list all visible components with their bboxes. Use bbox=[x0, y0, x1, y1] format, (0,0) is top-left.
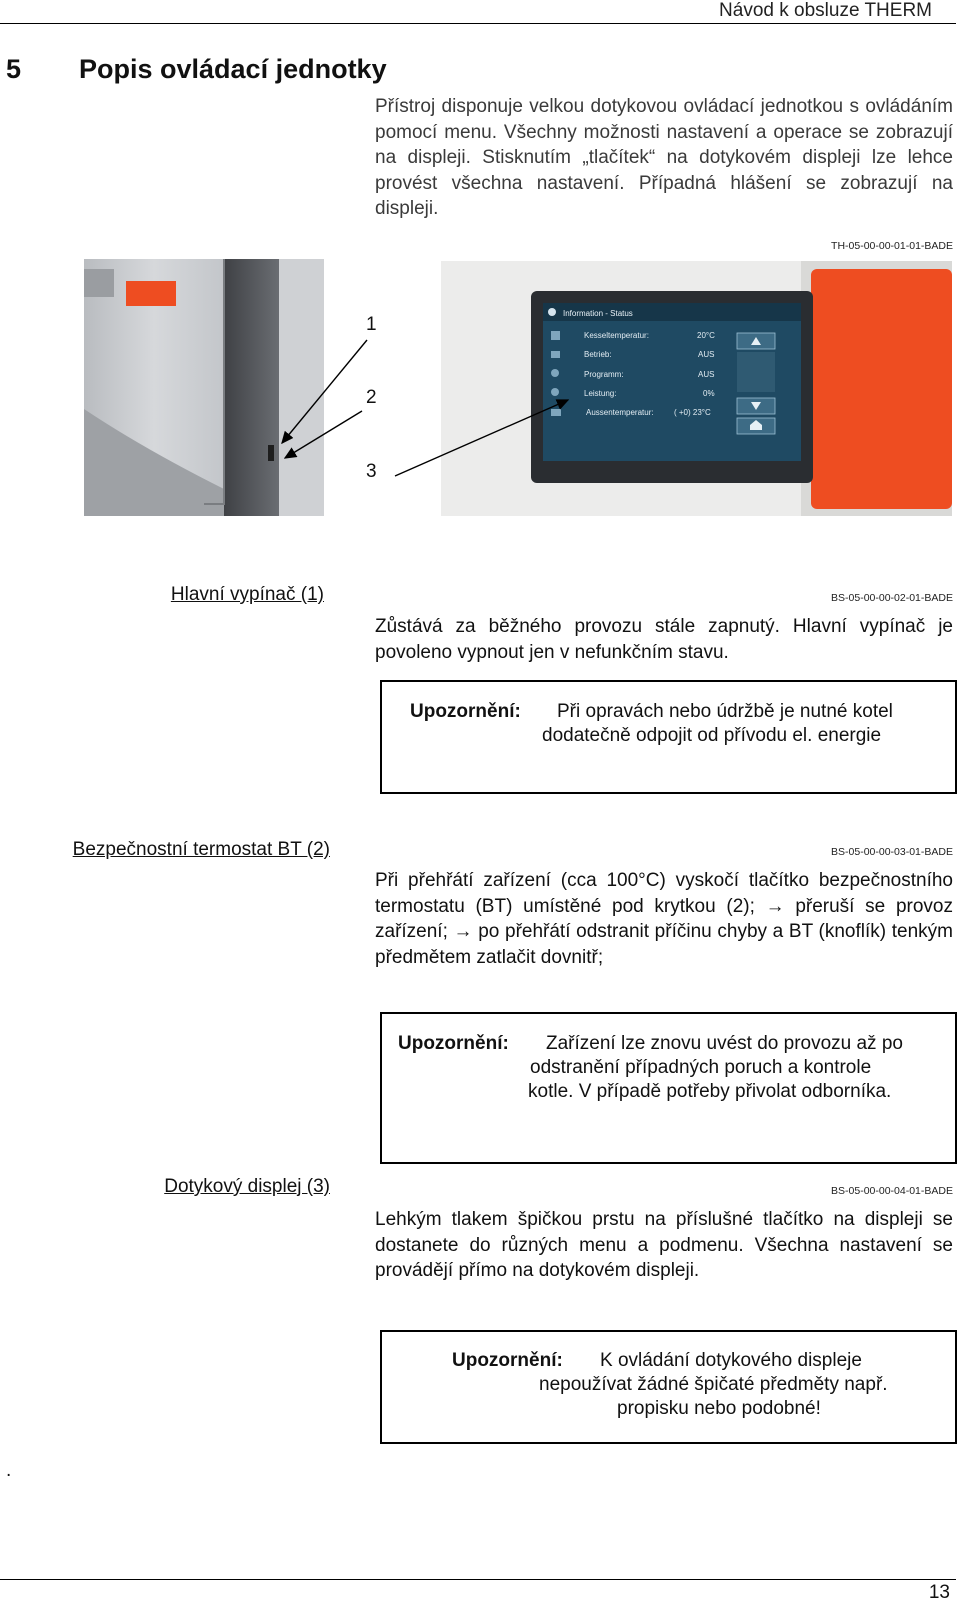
thermostat-note bbox=[380, 1012, 957, 1164]
screen-row-value: 0% bbox=[703, 389, 715, 398]
thermostat-code: BS-05-00-00-03-01-BADE bbox=[831, 846, 953, 858]
note-label: Upozornění: bbox=[452, 1350, 563, 1371]
note-text: K ovládání dotykového displeje bbox=[600, 1350, 862, 1371]
screen-row-value: 20°C bbox=[697, 331, 715, 340]
screen-row-value: ( +0) 23°C bbox=[674, 408, 711, 417]
screen-row-label: Programm: bbox=[584, 370, 624, 379]
main-switch-text: Zůstává za běžného provozu stále zapnutý. Hlavní vypínač je povoleno vypnout jen v nefunkčním stavu. bbox=[375, 616, 953, 663]
screen-row-value: AUS bbox=[698, 350, 715, 359]
note-text: nepoužívat žádné špičaté předměty např. bbox=[539, 1374, 888, 1395]
section-number: 5 bbox=[6, 54, 22, 84]
figure-code: TH-05-00-00-01-01-BADE bbox=[831, 240, 953, 252]
section-title: Popis ovládací jednotky bbox=[79, 54, 387, 84]
callout-number: 2 bbox=[366, 387, 377, 408]
arrow-to-display bbox=[395, 400, 568, 476]
intro-paragraph: Přístroj disponuje velkou dotykovou ovládací jednotkou s ovládáním pomocí menu. Všechny možnosti nastavení a operace se zobrazují na displeji. Stisknutím „tlačítek“ na dotykovém displeji lze lehce provést všechna nastavení. Případná hlášení se zobrazují na displeji. bbox=[375, 96, 953, 219]
screen-row-label: Betrieb: bbox=[584, 350, 612, 359]
note-label: Upozornění: bbox=[398, 1033, 509, 1054]
callout-number: 3 bbox=[366, 461, 377, 482]
thermostat-heading: Bezpečnostní termostat BT (2) bbox=[72, 839, 330, 860]
screen-row-value: AUS bbox=[698, 370, 715, 379]
note-text: propisku nebo podobné! bbox=[617, 1398, 821, 1419]
main-switch-note bbox=[380, 680, 957, 794]
thermostat-text: Při přehřátí zařízení (cca 100°C) vyskočí tlačítko bezpečnostního termostatu (BT) umístěné pod krytkou (2); → přeruší se provoz zařízení; → po přehřátí odstranit příčinu chyby a BT (knoflík) tenkým předmětem zatlačit dovnitř; bbox=[375, 870, 953, 968]
arrow-to-main-switch bbox=[282, 340, 367, 443]
touch-display-note bbox=[380, 1330, 957, 1444]
callout-number: 1 bbox=[366, 314, 377, 335]
main-switch-code: BS-05-00-00-02-01-BADE bbox=[831, 592, 953, 604]
note-text: kotle. V případě potřeby přivolat odborníka. bbox=[528, 1081, 892, 1102]
touch-display-heading: Dotykový displej (3) bbox=[164, 1176, 330, 1197]
screen-row-label: Aussentemperatur: bbox=[586, 408, 654, 417]
screen-row-label: Leistung: bbox=[584, 389, 617, 398]
main-switch-heading: Hlavní vypínač (1) bbox=[170, 584, 324, 605]
note-text: Zařízení lze znovu uvést do provozu až po bbox=[546, 1033, 903, 1054]
screen-row-label: Kesseltemperatur: bbox=[584, 331, 649, 340]
note-text: Při opravách nebo údržbě je nutné kotel bbox=[557, 701, 893, 722]
touch-display-code: BS-05-00-00-04-01-BADE bbox=[831, 1185, 953, 1197]
touch-display-text: Lehkým tlakem špičkou prstu na příslušné tlačítko na displeji se dostanete do různých menu a podmenu. Všechna nastavení se provádějí přímo na dotykovém displeji. bbox=[375, 1209, 953, 1281]
running-header: Návod k obsluze THERM bbox=[719, 0, 932, 21]
page-number: 13 bbox=[928, 1582, 950, 1603]
stray-dot: . bbox=[6, 1460, 12, 1481]
arrow-to-thermostat bbox=[285, 411, 362, 458]
note-label: Upozornění: bbox=[410, 701, 521, 722]
screen-title: Information - Status bbox=[563, 309, 633, 318]
note-text: odstranění případných poruch a kontrole bbox=[530, 1057, 872, 1078]
callout-arrows bbox=[0, 0, 960, 560]
note-text: dodatečně odpojit od přívodu el. energie bbox=[542, 725, 882, 746]
footer-rule bbox=[0, 1579, 956, 1580]
